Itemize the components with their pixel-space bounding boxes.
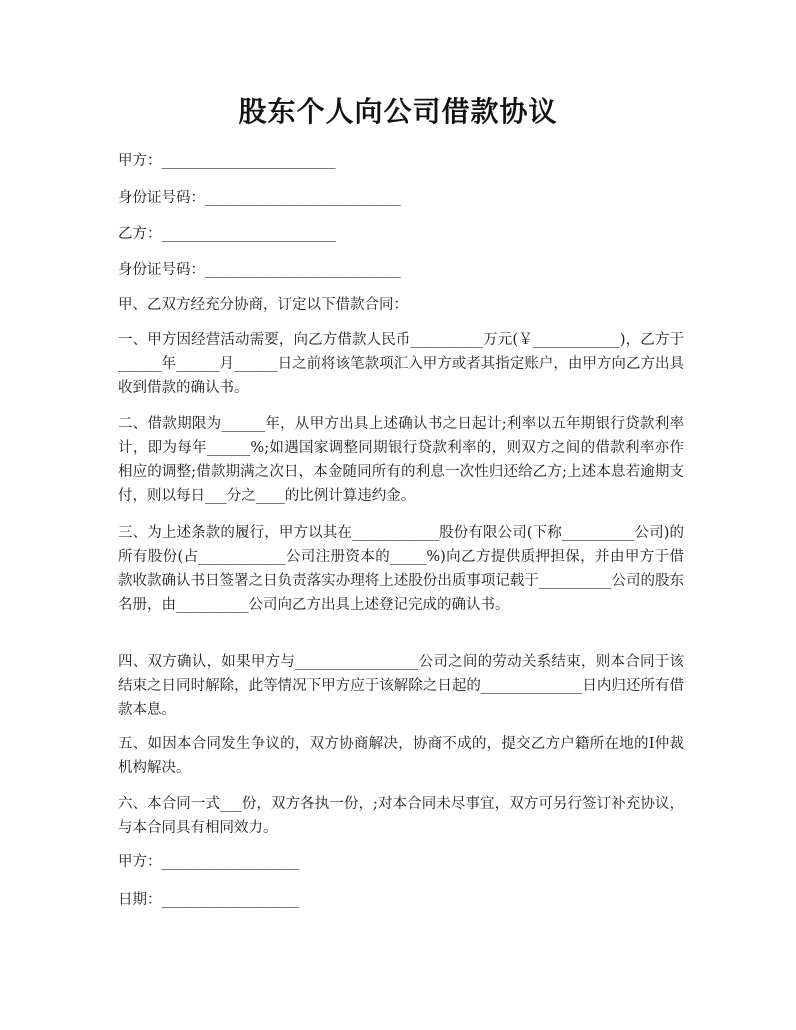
document-title: 股东个人向公司借款协议 bbox=[238, 95, 558, 128]
clause-5: 五、如因本合同发生争议的，双方协商解决，协商不成的，提交乙方户籍所在地的I仲裁机构解决。 bbox=[118, 736, 684, 776]
clause-4: 四、双方确认，如果甲方与_________________公司之间的劳动关系结束，则本合同于该结束之日同时解除，此等情况下甲方应于该解除之日起的______________日内归还所有借款本息。 bbox=[118, 654, 684, 718]
signature-date: 日期：___________________ bbox=[118, 892, 300, 908]
clause-3: 三、为上述条款的履行，甲方以其在____________股份有限公司(下称__________公司)的所有股份(占____________公司注册资本的_____%)向乙方提供质押担保，并由甲方于借款收款确认书日签署之日负责落实办理将上述股份出质事项记载于__________公司的股东名册，由__________公司向乙方出具上述登记完成的确认书。 bbox=[118, 525, 684, 613]
id-number-a-line: 身份证号码：___________________________ bbox=[118, 190, 401, 206]
signature-party-a: 甲方：___________________ bbox=[118, 854, 300, 870]
clause-2: 二、借款期限为______年，从甲方出具上述确认书之日起计;利率以五年期银行贷款利率计，即为每年______%;如遇国家调整同期银行贷款利率的，则双方之间的借款利率亦作相应的调整;借款期满之次日，本金随同所有的利息一次性归还给乙方;上述本息若逾期支付，则以每日___分之____的比例计算违约金。 bbox=[118, 416, 684, 504]
intro-text: 甲、乙双方经充分协商，订定以下借款合同： bbox=[118, 297, 408, 313]
id-number-b-line: 身份证号码：___________________________ bbox=[118, 262, 401, 278]
party-b-line: 乙方：________________________ bbox=[118, 226, 336, 242]
clause-1: 一、甲方因经营活动需要，向乙方借款人民币__________万元(￥____________)，乙方于______年______月______日之前将该笔款项汇入甲方或者其指定账户，由甲方向乙方出具收到借款的确认书。 bbox=[118, 332, 684, 396]
clause-6: 六、本合同一式___份，双方各执一份，;对本合同未尽事宜，双方可另行签订补充协议，与本合同具有相同效力。 bbox=[118, 796, 684, 836]
party-a-line: 甲方：________________________ bbox=[118, 153, 336, 169]
